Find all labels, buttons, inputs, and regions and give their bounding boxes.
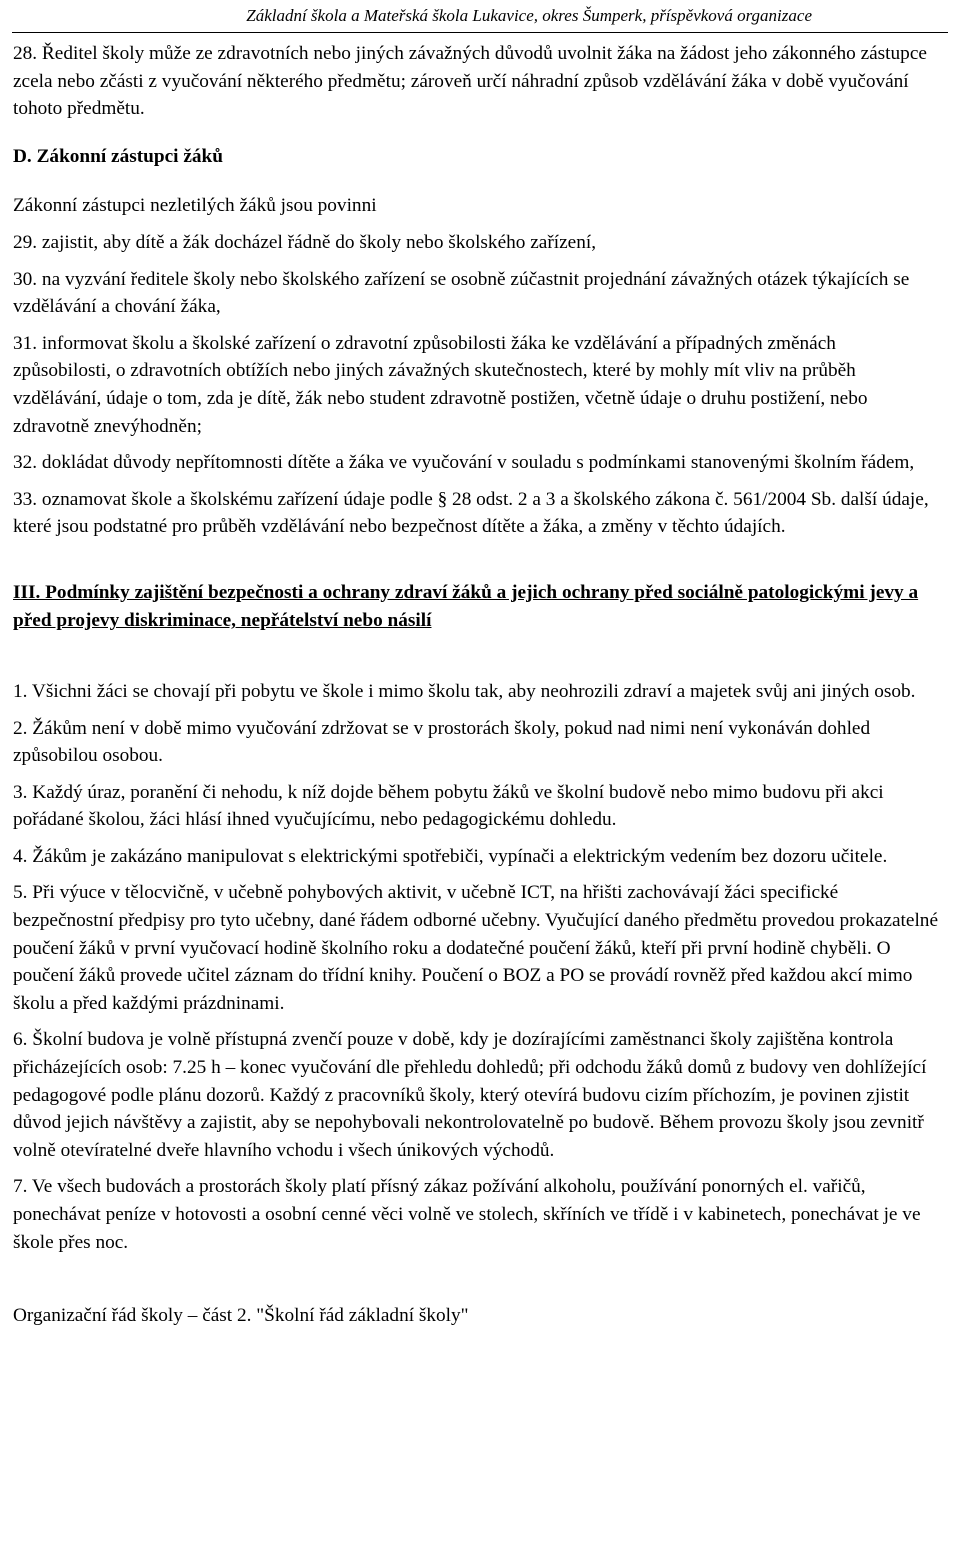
paragraph-item-30: 30. na vyzvání ředitele školy nebo školského zařízení se osobně zúčastnit projednání závažných otázek týkajících se vzdělávání a chování žáka, [13, 268, 910, 318]
rule-item-1: 1. Všichni žáci se chovají při pobytu ve škole i mimo školu tak, aby neohrozili zdraví a majetek svůj ani jiných osob. [13, 680, 916, 702]
paragraph-item-28: 28. Ředitel školy může ze zdravotních nebo jiných závažných důvodů uvolnit žáka na žádost jeho zákonného zástupce zcela nebo zčásti z vyučování některého předmětu; zároveň určí náhradní způsob vzdělávání žáka v době vyučování tohoto předmětu. [13, 43, 927, 120]
paragraph-item-32: 32. dokládat důvody nepřítomnosti dítěte a žáka ve vyučování v souladu s podmínkami stanovenými školním řádem, [13, 452, 915, 474]
rule-item-2: 2. Žákům není v době mimo vyučování zdržovat se v prostorách školy, pokud nad nimi není vykonáván dohled způsobilou osobou. [13, 717, 871, 767]
rule-item-6: 6. Školní budova je volně přístupná zvenčí pouze v době, kdy je dozírajícími zaměstnanci školy zajištěna kontrola přicházejících osob: 7.25 h – konec vyučování dle přehledu dohledů; při odchodu žáků domů z budovy ven dohlížející pedagogové podle plánu dozorů. Každý z pracovníků školy, který otevírá budovu cizím příchozím, je povinen zjistit důvod jejich návštěvy a zajistit, aby se nepohybovali nekontrolovatelně po budově. Během provozu školy jsou zevnitř volně otevíratelné dveře hlavního vchodu i všech únikových východů. [13, 1029, 927, 1161]
document-footer: Organizační řád školy – část 2. "Školní řád základní školy" [13, 1305, 469, 1327]
rule-item-3: 3. Každý úraz, poranění či nehodu, k níž dojde během pobytu žáků ve školní budově nebo mimo budovu při akci pořádané školou, žáci hlásí ihned vyučujícímu, nebo pedagogickému dohledu. [13, 781, 884, 831]
paragraph-item-33: 33. oznamovat škole a školskému zařízení údaje podle § 28 odst. 2 a 3 a školského zákona č. 561/2004 Sb. další údaje, které jsou podstatné pro průběh vzdělávání nebo bezpečnost dítěte a žáka, a změny v těchto údajích. [13, 488, 929, 538]
section-d-heading: D. Zákonní zástupci žáků [13, 145, 224, 167]
rule-item-7: 7. Ve všech budovách a prostorách školy platí přísný zákaz požívání alkoholu, používání ponorných el. vařičů, ponechávat peníze v hotovosti a osobní cenné věci volně ve stolech, skříních ve třídě i v kabinetech, ponechávat je ve škole přes noc. [13, 1176, 921, 1253]
paragraph-item-29: 29. zajistit, aby dítě a žák docházel řádně do školy nebo školského zařízení, [13, 231, 597, 253]
header-divider [12, 32, 948, 33]
paragraph-item-31: 31. informovat školu a školské zařízení o zdravotní způsobilosti žáka ke vzdělávání a případných změnách způsobilosti, o zdravotních obtížích nebo jiných závažných skutečnostech, které by mohly mít vliv na průběh vzdělávání, údaje o tom, zda je dítě, žák nebo student zdravotně postižen, včetně údaje o druhu postižení, nebo zdravotně znevýhodněn; [13, 332, 868, 437]
section-d-lead: Zákonní zástupci nezletilých žáků jsou povinni [13, 195, 377, 217]
section-iii-title: III. Podmínky zajištění bezpečnosti a ochrany zdraví žáků a jejich ochrany před sociálně patologickými jevy a před projevy diskriminace, nepřátelství nebo násilí [13, 581, 919, 632]
rule-item-4: 4. Žákům je zakázáno manipulovat s elektrickými spotřebiči, vypínači a elektrickým vedením bez dozoru učitele. [13, 845, 888, 867]
document-body [13, 40, 938, 1330]
page-header: Základní škola a Mateřská škola Lukavice, okres Šumperk, příspěvková organizace [246, 6, 812, 25]
rule-item-5: 5. Při výuce v tělocvičně, v učebně pohybových aktivit, v učebně ICT, na hřišti zachovávají žáci specifické bezpečnostní předpisy pro tyto učebny, dané řádem odborné učebny. Vyučující daného předmětu provedou prokazatelné poučení žáků v první vyučovací hodině školního roku a dodatečné poučení žáků, kteří při první hodině chyběli. O poučení žáků provede učitel záznam do třídní knihy. Poučení o BOZ a PO se provádí rovněž před každou akcí mimo školu a před každými prázdninami. [13, 882, 939, 1014]
